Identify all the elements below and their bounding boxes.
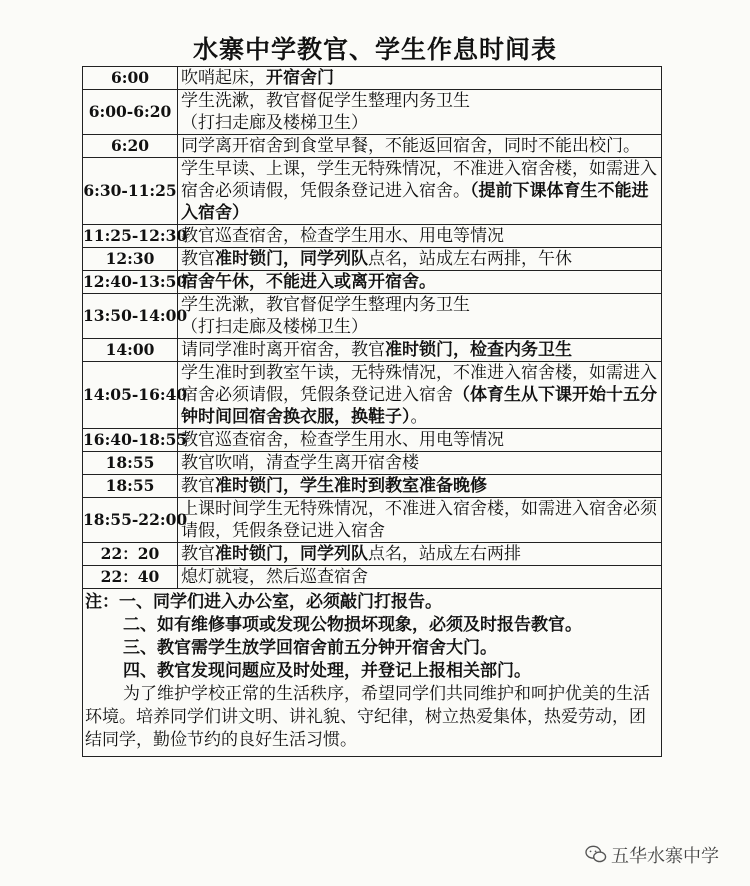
activity-cell — [178, 498, 662, 543]
schedule-row — [83, 67, 662, 90]
time-cell: 14:05-16:40 — [83, 362, 178, 429]
activity-text: 吹哨起床， — [181, 68, 266, 88]
schedule-rows — [83, 67, 662, 589]
activity-text: 点名，站成左右两排 — [368, 544, 521, 564]
schedule-row — [83, 225, 662, 248]
time-cell: 18:55 — [83, 452, 178, 475]
activity-cell — [178, 135, 662, 158]
time-cell: 6:30-11:25 — [83, 158, 178, 225]
schedule-row — [83, 429, 662, 452]
time-cell: 6:20 — [83, 135, 178, 158]
activity-cell — [178, 339, 662, 362]
time-cell: 6:00-6:20 — [83, 90, 178, 135]
schedule-row — [83, 294, 662, 339]
time-cell: 16:40-18:55 — [83, 429, 178, 452]
activity-text-bold: 准时锁门，同学列队 — [215, 249, 368, 269]
time-cell: 11:25-12:30 — [83, 225, 178, 248]
wechat-logo-icon — [585, 845, 607, 865]
schedule-row — [83, 566, 662, 589]
activity-cell — [178, 67, 662, 90]
activity-text-bold: 准时锁门，学生准时到教室准备晚修 — [215, 476, 487, 496]
activity-text-bold: 准时锁门，同学列队 — [215, 544, 368, 564]
activity-cell — [178, 248, 662, 271]
time-cell: 13:50-14:00 — [83, 294, 178, 339]
activity-cell — [178, 362, 662, 429]
time-cell: 6:00 — [83, 67, 178, 90]
time-cell: 18:55 — [83, 475, 178, 498]
activity-text: 。 — [410, 407, 428, 427]
schedule-row — [83, 248, 662, 271]
activity-text-bold: 准时锁门，检查内务卫生 — [385, 340, 572, 360]
activity-cell — [178, 543, 662, 566]
note-2: 二、如有维修事项或发现公物损坏现象，必须及时报告教官。 — [123, 615, 582, 635]
activity-text: 教官 — [181, 476, 215, 496]
time-cell: 12:40-13:50 — [83, 271, 178, 294]
time-cell: 14:00 — [83, 339, 178, 362]
document-title: 水寨中学教官、学生作息时间表 — [192, 35, 557, 64]
activity-cell — [178, 429, 662, 452]
watermark-text: 五华水寨中学 — [611, 846, 719, 867]
activity-cell — [178, 452, 662, 475]
schedule-row — [83, 452, 662, 475]
activity-cell — [178, 475, 662, 498]
schedule-row — [83, 543, 662, 566]
activity-text-bold: 宿舍午休，不能进入或离开宿舍。 — [181, 272, 436, 292]
time-cell: 12:30 — [83, 248, 178, 271]
schedule-row — [83, 90, 662, 135]
activity-text-bold: 开宿舍门 — [266, 68, 334, 88]
time-cell: 22：20 — [83, 543, 178, 566]
activity-cell — [178, 566, 662, 589]
notes-cell — [83, 589, 662, 757]
schedule-row — [83, 362, 662, 429]
activity-text: 学生准时到教室午读，无特殊情况，不准进入宿舍楼，如需进入宿舍必须请假，凭假条登记进入宿舍 — [181, 363, 657, 405]
activity-text: 学生洗漱，教官督促学生整理内务卫生 （打扫走廊及楼梯卫生） — [181, 91, 470, 133]
activity-text: 教官巡查宿舍，检查学生用水、用电等情况 — [181, 430, 504, 450]
activity-text-bold: （提前下课体育生不能进入宿舍） — [181, 181, 649, 223]
activity-cell — [178, 158, 662, 225]
activity-text: 教官吹哨，清查学生离开宿舍楼 — [181, 453, 419, 473]
watermark — [585, 842, 719, 868]
activity-text: 点名，站成左右两排，午休 — [368, 249, 572, 269]
schedule-row — [83, 158, 662, 225]
activity-text: 请同学准时离开宿舍，教官 — [181, 340, 385, 360]
schedule-row — [83, 271, 662, 294]
activity-text: 教官巡查宿舍，检查学生用水、用电等情况 — [181, 226, 504, 246]
activity-cell — [178, 271, 662, 294]
activity-text: 熄灯就寝，然后巡查宿舍 — [181, 567, 368, 587]
notes-row — [83, 589, 662, 757]
activity-cell — [178, 90, 662, 135]
schedule-row — [83, 475, 662, 498]
schedule-row — [83, 498, 662, 543]
note-paragraph: 为了维护学校正常的生活秩序，希望同学们共同维护和呵护优美的生活环境。培养同学们讲文明、讲礼貌、守纪律，树立热爱集体，热爱劳动，团结同学，勤俭节约的良好生活习惯。 — [85, 684, 650, 750]
time-cell: 18:55-22:00 — [83, 498, 178, 543]
note-1: 注：一、同学们进入办公室，必须敲门打报告。 — [85, 592, 442, 612]
schedule-row — [83, 339, 662, 362]
note-3: 三、教官需学生放学回宿舍前五分钟开宿舍大门。 — [123, 638, 497, 658]
activity-cell — [178, 225, 662, 248]
activity-text: 教官 — [181, 544, 215, 564]
time-cell: 22：40 — [83, 566, 178, 589]
schedule-table — [82, 66, 662, 757]
note-4: 四、教官发现问题应及时处理，并登记上报相关部门。 — [123, 661, 531, 681]
activity-text-bold: （体育生从下课开始十五分钟时间回宿舍换衣服，换鞋子） — [181, 385, 657, 427]
activity-cell — [178, 294, 662, 339]
activity-text: 学生洗漱，教官督促学生整理内务卫生 （打扫走廊及楼梯卫生） — [181, 295, 470, 337]
activity-text: 学生早读、上课，学生无特殊情况，不准进入宿舍楼，如需进入宿舍必须请假，凭假条登记进入宿舍。 — [181, 159, 657, 201]
schedule-row — [83, 135, 662, 158]
activity-text: 同学离开宿舍到食堂早餐，不能返回宿舍，同时不能出校门。 — [181, 136, 640, 156]
activity-text: 教官 — [181, 249, 215, 269]
activity-text: 上课时间学生无特殊情况，不准进入宿舍楼，如需进入宿舍必须请假，凭假条登记进入宿舍 — [181, 499, 657, 541]
